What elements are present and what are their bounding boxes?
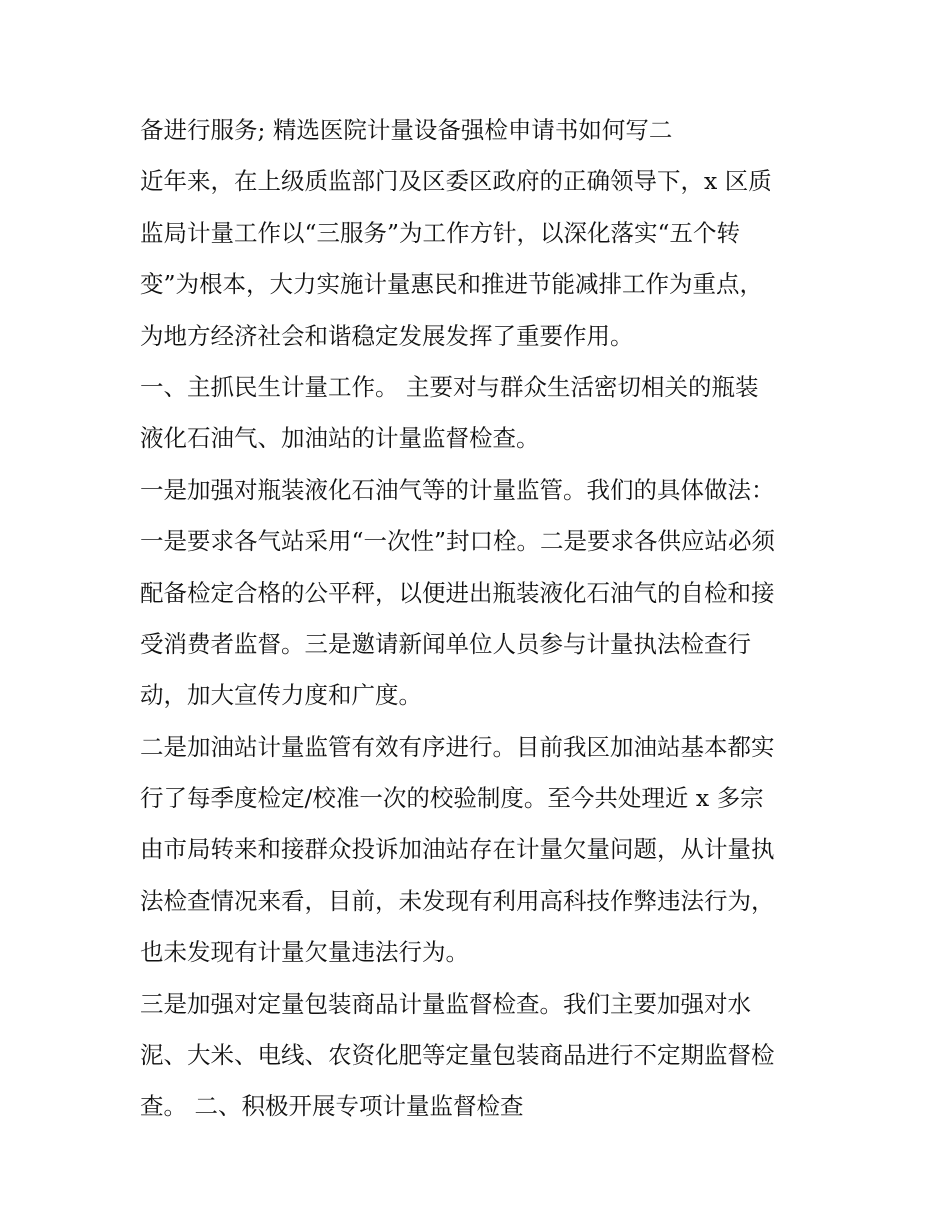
text-line: 变”为根本，大力实施计量惠民和推进节能减排工作为重点，: [140, 270, 764, 299]
text-line: 为地方经济社会和谐稳定发展发挥了重要作用。: [140, 321, 634, 350]
text-line: 近年来，在上级质监部门及区委区政府的正确领导下，x 区质: [140, 167, 772, 196]
text-line: 法检查情况来看，目前，未发现有利用高科技作弊违法行为，: [140, 886, 775, 915]
text-line: 液化石油气、加油站的计量监督检查。: [140, 424, 540, 453]
text-line: 行了每季度检定/校准一次的校验制度。至今共处理近 x 多宗: [140, 784, 764, 813]
text-line: 二是加油站计量监管有效有序进行。目前我区加油站基本都实: [140, 732, 775, 761]
text-line: 动，加大宣传力度和广度。: [140, 681, 422, 710]
text-line: 一是加强对瓶装液化石油气等的计量监管。我们的具体做法：: [140, 475, 775, 504]
text-line: 监局计量工作以“三服务”为工作方针，以深化落实“五个转: [140, 218, 741, 247]
text-line: 受消费者监督。三是邀请新闻单位人员参与计量执法检查行: [140, 629, 751, 658]
text-line: 由市局转来和接群众投诉加油站存在计量欠量问题，从计量执: [140, 835, 775, 864]
text-line: 配备检定合格的公平秤，以便进出瓶装液化石油气的自检和接: [140, 578, 775, 607]
text-line: 泥、大米、电线、农资化肥等定量包装商品进行不定期监督检: [140, 1041, 775, 1070]
text-line: 三是加强对定量包装商品计量监督检查。我们主要加强对水: [140, 989, 751, 1018]
text-line: 查。 二、积极开展专项计量监督检查: [140, 1092, 524, 1121]
text-line: 一是要求各气站采用“一次性”封口栓。二是要求各供应站必须: [140, 527, 776, 556]
text-line: 也未发现有计量欠量违法行为。: [140, 938, 469, 967]
text-line: 备进行服务; 精选医院计量设备强检申请书如何写二: [140, 116, 673, 144]
document-body: [140, 108, 820, 1136]
text-line: 一、主抓民生计量工作。 主要对与群众生活密切相关的瓶装: [140, 372, 759, 401]
